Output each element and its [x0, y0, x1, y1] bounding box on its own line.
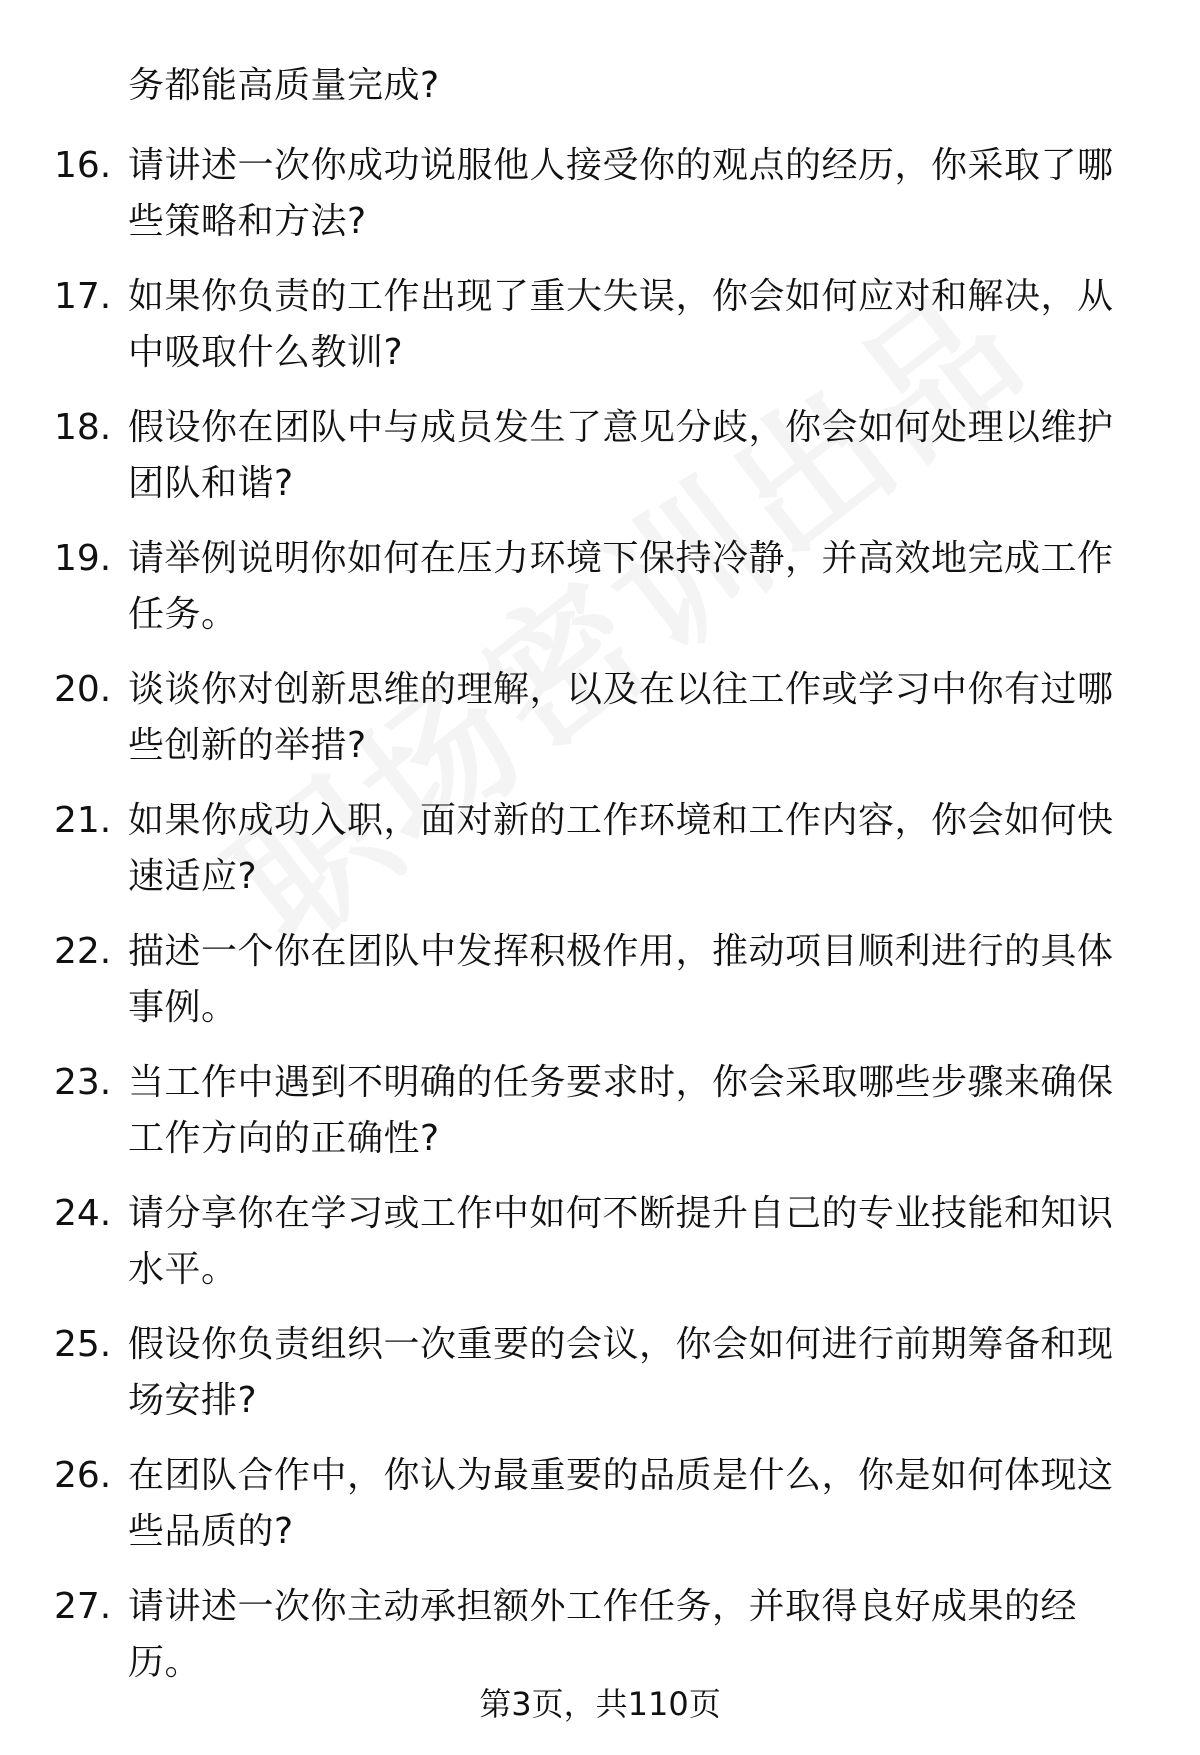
question-text: 请讲述一次你成功说服他人接受你的观点的经历，你采取了哪些策略和方法?	[128, 145, 1114, 242]
question-number: 16.	[54, 145, 112, 186]
question-item	[0, 1055, 1200, 1186]
question-number: 24.	[54, 1193, 112, 1234]
question-number: 27.	[54, 1586, 112, 1627]
question-text: 如果你成功入职，面对新的工作环境和工作内容，你会如何快速适应?	[128, 800, 1114, 897]
question-text: 如果你负责的工作出现了重大失误，你会如何应对和解决，从中吸取什么教训?	[128, 276, 1114, 373]
question-text: 假设你负责组织一次重要的会议，你会如何进行前期筹备和现场安排?	[128, 1324, 1114, 1421]
question-number: 18.	[54, 407, 112, 448]
question-text: 描述一个你在团队中发挥积极作用，推动项目顺利进行的具体事例。	[128, 931, 1114, 1028]
question-item	[0, 138, 1200, 269]
question-item	[0, 924, 1200, 1055]
continuation-text: 务都能高质量完成?	[128, 65, 440, 106]
question-item	[0, 1317, 1200, 1448]
question-text: 请讲述一次你主动承担额外工作任务，并取得良好成果的经历。	[128, 1586, 1078, 1683]
question-number: 20.	[54, 669, 112, 710]
question-text: 谈谈你对创新思维的理解，以及在以往工作或学习中你有过哪些创新的举措?	[128, 669, 1114, 766]
question-item	[0, 662, 1200, 793]
question-text: 假设你在团队中与成员发生了意见分歧，你会如何处理以维护团队和谐?	[128, 407, 1114, 504]
question-number: 17.	[54, 276, 112, 317]
question-item	[0, 269, 1200, 400]
question-item	[0, 1448, 1200, 1579]
question-item	[0, 1186, 1200, 1317]
question-item	[0, 793, 1200, 924]
question-number: 25.	[54, 1324, 112, 1365]
question-list	[0, 138, 1200, 1710]
question-number: 23.	[54, 1062, 112, 1103]
question-number: 21.	[54, 800, 112, 841]
question-number: 22.	[54, 931, 112, 972]
question-item	[0, 400, 1200, 531]
question-text: 请分享你在学习或工作中如何不断提升自己的专业技能和知识水平。	[128, 1193, 1114, 1290]
page-footer: 第3页，共110页	[479, 1685, 721, 1723]
question-number: 26.	[54, 1455, 112, 1496]
question-text: 在团队合作中，你认为最重要的品质是什么，你是如何体现这些品质的?	[128, 1455, 1114, 1552]
question-text: 当工作中遇到不明确的任务要求时，你会采取哪些步骤来确保工作方向的正确性?	[128, 1062, 1114, 1159]
question-text: 请举例说明你如何在压力环境下保持冷静，并高效地完成工作任务。	[128, 538, 1114, 635]
question-item	[0, 531, 1200, 662]
question-number: 19.	[54, 538, 112, 579]
